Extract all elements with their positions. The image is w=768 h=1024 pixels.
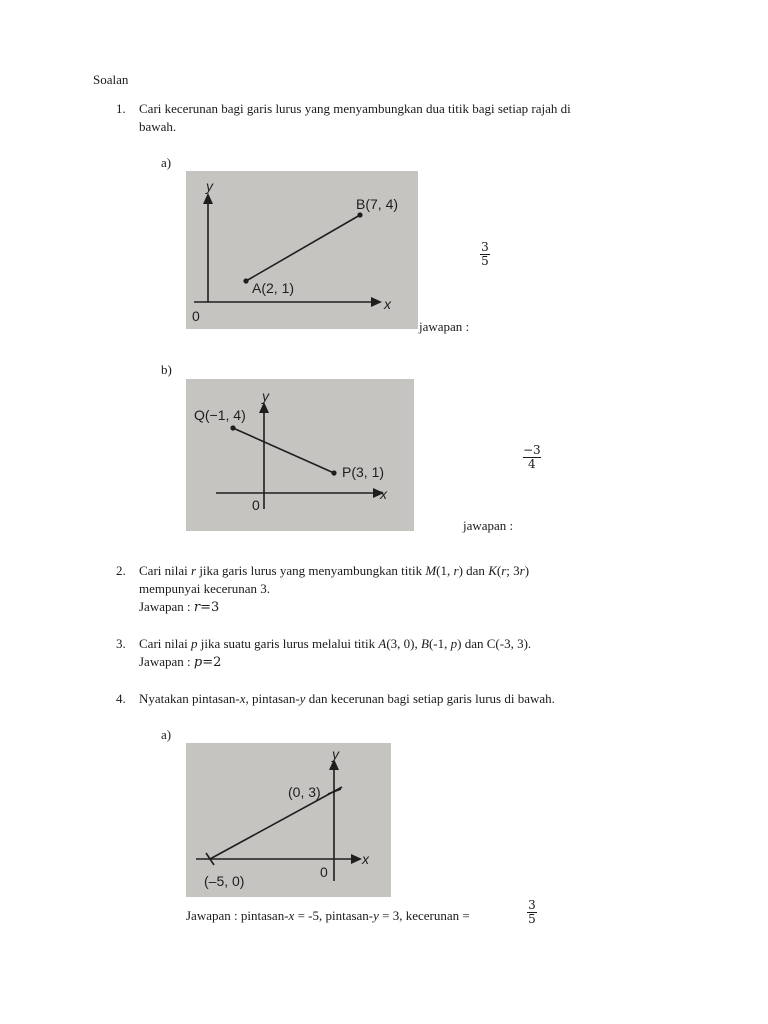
q4a-fraction-numerator: 3 (528, 898, 536, 912)
q1a-x-axis-label: x (384, 296, 391, 312)
q4a-x-axis-label: x (362, 851, 369, 867)
q4a-y-intercept-label: (0, 3) (288, 784, 321, 800)
q2-text-line2: mempunyai kecerunan 3. (139, 581, 271, 596)
q2-text-line1: Cari nilai r jika garis lurus yang menyambungkan titik M(1, r) dan K(r; 3r) (139, 563, 530, 578)
q4a-y-axis-label: y (332, 746, 339, 762)
q1-number: 1. (116, 101, 126, 116)
q1b-x-axis-label: x (380, 486, 387, 502)
q1a-point-b-label: B(7, 4) (356, 196, 399, 212)
q1b-answer-numerator: −3 (523, 443, 541, 457)
q3-number: 3. (116, 636, 126, 651)
q1a-point-a-label: A(2, 1) (252, 280, 295, 296)
q1a-answer-denominator: 5 (481, 254, 489, 268)
q4a-label: a) (161, 727, 172, 742)
q1b-answer-fraction (523, 444, 541, 471)
q1b-label: b) (161, 362, 172, 377)
q1a-y-axis-label: y (206, 178, 213, 194)
q4a-gradient-fraction (527, 899, 537, 926)
q4a-origin-label: 0 (320, 864, 328, 880)
q1b-y-axis-label: y (262, 388, 269, 404)
q1b-origin-label: 0 (252, 497, 260, 513)
q1a-answer-fraction (480, 241, 490, 268)
q1b-point-p-label: P(3, 1) (342, 464, 385, 480)
q1b-answer-label: jawapan : (463, 518, 514, 533)
q1b-point-q-label: Q(−1, 4) (194, 407, 246, 423)
q1a-graph-image (186, 171, 418, 329)
q1a-label: a) (161, 155, 172, 170)
page-heading: Soalan (93, 72, 129, 87)
q4a-x-intercept-label: (–5, 0) (204, 873, 245, 889)
q4-number: 4. (116, 691, 126, 706)
q4a-fraction-denominator: 5 (528, 912, 536, 926)
q1a-answer-numerator: 3 (481, 240, 489, 254)
q1-text-line2: bawah. (139, 119, 177, 134)
q2-answer: Jawapan : r=3 (139, 599, 220, 615)
q4-text-line1: Nyatakan pintasan-x, pintasan-y dan kecerunan bagi setiap garis lurus di bawah. (139, 691, 555, 706)
q1-text-line1: Cari kecerunan bagi garis lurus yang menyambungkan dua titik bagi setiap rajah di (139, 101, 571, 116)
q2-number: 2. (116, 563, 126, 578)
q1b-graph-image (186, 379, 414, 531)
q1a-answer-label: jawapan : (419, 319, 470, 334)
q4a-answer: Jawapan : pintasan-x = -5, pintasan-y = 3, kecerunan = (186, 908, 470, 923)
q1a-origin-label: 0 (192, 308, 200, 324)
q3-answer: Jawapan : p=2 (139, 654, 222, 670)
q3-text-line1: Cari nilai p jika suatu garis lurus melalui titik A(3, 0), B(-1, p) dan C(-3, 3). (139, 636, 532, 651)
q1b-answer-denominator: 4 (528, 457, 536, 471)
q4a-graph-image (186, 743, 391, 897)
